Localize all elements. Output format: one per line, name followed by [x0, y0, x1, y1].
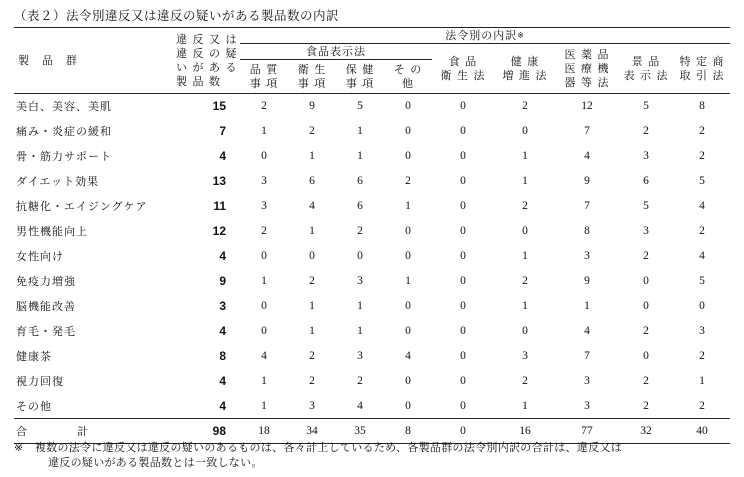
row-value: 2 [309, 350, 315, 362]
header-food-sanitation: 食 品 衛 生 法 [432, 44, 494, 94]
row-value: 3 [357, 350, 363, 362]
row-value: 1 [309, 300, 315, 312]
row-value: 1 [261, 275, 267, 287]
row-value: 3 [643, 225, 649, 237]
table-row [14, 394, 730, 419]
row-value: 4 [309, 200, 315, 212]
row-value: 1 [309, 150, 315, 162]
header-food-labeling: 食品表示法 [240, 44, 432, 60]
row-value: 0 [460, 300, 466, 312]
table-row [14, 244, 730, 269]
row-value: 6 [357, 175, 363, 187]
row-value: 0 [405, 125, 411, 137]
row-value: 0 [405, 300, 411, 312]
row-value: 8 [584, 225, 590, 237]
total-value: 8 [405, 425, 411, 437]
row-category: その他 [16, 399, 52, 413]
row-value: 1 [522, 175, 528, 187]
row-value: 6 [357, 200, 363, 212]
row-value: 5 [357, 100, 363, 113]
row-value: 1 [522, 250, 528, 262]
header-category: 製 品 群 [14, 28, 172, 94]
row-value: 1 [522, 300, 528, 312]
row-total: 4 [219, 374, 226, 388]
row-value: 0 [460, 150, 466, 162]
total-label: 合 計 [16, 425, 88, 438]
row-value: 2 [405, 175, 411, 187]
header-hygiene: 衛 生 事 項 [297, 62, 327, 90]
row-value: 0 [460, 250, 466, 262]
row-value: 3 [309, 399, 315, 412]
row-value: 3 [699, 325, 705, 337]
footnote: ※ 複数の法令に違反又は違反の疑いのあるものは、各々計上しているため、各製品群の法令別内訳の合計は、違反又は 違反の疑いがある製品数とは一致しない。 [14, 441, 622, 469]
table-row [14, 94, 730, 119]
row-value: 0 [460, 399, 466, 412]
row-value: 1 [309, 225, 315, 237]
row-value: 9 [584, 175, 590, 187]
row-value: 3 [643, 150, 649, 162]
row-value: 1 [261, 125, 267, 137]
row-value: 2 [699, 350, 705, 362]
row-value: 9 [584, 275, 590, 287]
row-value: 9 [309, 100, 315, 113]
row-value: 0 [405, 100, 411, 113]
row-category: 視力回復 [16, 375, 64, 388]
row-value: 1 [699, 375, 705, 387]
row-value: 8 [699, 100, 705, 113]
row-value: 3 [522, 350, 528, 362]
row-value: 1 [522, 150, 528, 162]
row-value: 2 [522, 275, 528, 287]
row-value: 0 [643, 300, 649, 312]
total-value: 35 [354, 425, 366, 437]
row-value: 0 [261, 250, 267, 262]
row-total: 7 [219, 124, 226, 138]
header-premiums: 景 品 表 示 法 [618, 44, 674, 94]
row-value: 0 [460, 125, 466, 137]
header-total: 違 反 又 は 違 反 の 疑 い が あ る 製 品 数 [172, 28, 240, 94]
row-value: 0 [460, 200, 466, 212]
row-category: 脳機能改善 [16, 300, 76, 313]
row-value: 4 [584, 150, 590, 162]
total-value: 34 [306, 425, 318, 437]
row-value: 0 [460, 375, 466, 387]
table-body [14, 94, 730, 444]
table-row [14, 144, 730, 169]
row-category: 痛み・炎症の緩和 [16, 125, 112, 138]
row-value: 2 [261, 100, 267, 113]
row-value: 1 [357, 150, 363, 162]
row-total: 4 [219, 249, 226, 263]
row-value: 1 [261, 375, 267, 387]
total-value: 16 [519, 425, 531, 437]
row-value: 2 [522, 100, 528, 113]
row-value: 2 [699, 225, 705, 237]
table-row [14, 344, 730, 369]
row-total: 4 [219, 149, 226, 163]
row-category: 美白、美容、美肌 [16, 100, 112, 114]
row-value: 0 [405, 375, 411, 387]
row-value: 7 [584, 125, 590, 137]
row-category: 免疫力増強 [16, 275, 76, 288]
table-row [14, 319, 730, 344]
table-row [14, 119, 730, 144]
row-value: 0 [357, 250, 363, 262]
row-value: 2 [699, 399, 705, 412]
row-value: 1 [357, 125, 363, 137]
row-value: 0 [643, 350, 649, 362]
row-category: 骨・筋力サポート [16, 150, 112, 163]
row-value: 2 [643, 325, 649, 337]
row-value: 0 [460, 350, 466, 362]
row-category: 育毛・発毛 [16, 325, 76, 338]
row-value: 2 [643, 250, 649, 262]
total-value: 0 [460, 425, 466, 437]
row-value: 4 [699, 250, 705, 262]
table-row [14, 219, 730, 244]
header-quality: 品 質 事 項 [249, 62, 279, 90]
row-value: 0 [460, 175, 466, 187]
row-total: 12 [212, 224, 226, 238]
table-title: （表２）法令別違反又は違反の疑いがある製品数の内訳 [14, 8, 340, 23]
row-value: 2 [357, 375, 363, 387]
row-value: 3 [261, 175, 267, 187]
row-value: 3 [584, 375, 590, 387]
row-value: 0 [405, 225, 411, 237]
row-value: 1 [357, 300, 363, 312]
row-value: 1 [309, 325, 315, 337]
row-value: 0 [309, 250, 315, 262]
row-value: 2 [699, 150, 705, 162]
table-row [14, 369, 730, 394]
total-value: 40 [696, 425, 708, 437]
row-value: 7 [584, 350, 590, 362]
row-value: 0 [405, 250, 411, 262]
row-total: 9 [219, 274, 226, 288]
row-value: 2 [699, 125, 705, 137]
row-value: 2 [643, 375, 649, 387]
row-value: 0 [699, 300, 705, 312]
row-value: 0 [460, 275, 466, 287]
row-value: 2 [261, 225, 267, 237]
row-value: 6 [643, 175, 649, 187]
row-total: 3 [219, 299, 226, 313]
row-value: 1 [584, 300, 590, 312]
row-value: 6 [309, 175, 315, 187]
row-value: 1 [522, 399, 528, 412]
row-total: 8 [219, 349, 226, 363]
row-value: 2 [643, 125, 649, 137]
row-value: 0 [460, 325, 466, 337]
row-value: 4 [261, 350, 267, 362]
row-value: 0 [522, 125, 528, 137]
header-pmd: 医 薬 品 医 療 機 器 等 法 [556, 44, 618, 94]
row-value: 0 [460, 100, 466, 113]
header-breakdown: 法令別の内訳※ [240, 28, 730, 44]
row-value: 1 [405, 275, 411, 287]
grand-total: 98 [212, 424, 226, 438]
row-value: 3 [261, 200, 267, 212]
row-value: 2 [643, 399, 649, 412]
row-category: 男性機能向上 [16, 225, 88, 238]
row-value: 2 [309, 375, 315, 387]
row-value: 5 [643, 100, 649, 113]
row-value: 0 [405, 399, 411, 412]
row-value: 4 [584, 325, 590, 337]
row-value: 0 [405, 325, 411, 337]
row-total: 15 [212, 99, 226, 114]
header-health-promotion: 健 康 増 進 法 [494, 44, 556, 94]
row-value: 0 [522, 225, 528, 237]
violations-table [14, 27, 730, 444]
row-value: 0 [460, 225, 466, 237]
row-total: 13 [212, 174, 226, 188]
row-total: 11 [213, 199, 226, 213]
total-value: 32 [640, 425, 652, 437]
row-value: 3 [357, 275, 363, 287]
row-value: 2 [309, 125, 315, 137]
row-category: 女性向け [16, 250, 64, 263]
total-value: 18 [258, 425, 270, 437]
row-value: 5 [699, 175, 705, 187]
row-value: 5 [699, 275, 705, 287]
table-row [14, 269, 730, 294]
row-value: 3 [584, 250, 590, 262]
row-value: 5 [643, 200, 649, 212]
row-value: 4 [699, 200, 705, 212]
row-value: 4 [405, 350, 411, 362]
row-value: 0 [261, 150, 267, 162]
row-value: 0 [405, 150, 411, 162]
total-value: 77 [581, 425, 593, 437]
table-row [14, 294, 730, 319]
row-value: 2 [357, 225, 363, 237]
row-value: 2 [522, 200, 528, 212]
header-commercial: 特 定 商 取 引 法 [674, 44, 730, 94]
row-total: 4 [219, 324, 226, 338]
table-row [14, 169, 730, 194]
row-value: 0 [261, 300, 267, 312]
row-value: 0 [261, 325, 267, 337]
header-health: 保 健 事 項 [345, 62, 375, 90]
row-value: 2 [309, 275, 315, 287]
row-value: 1 [405, 200, 411, 212]
header-other: そ の 他 [393, 62, 423, 90]
row-value: 1 [261, 399, 267, 412]
row-value: 0 [522, 325, 528, 337]
row-value: 0 [643, 275, 649, 287]
row-category: 抗糖化・エイジングケア [16, 200, 148, 213]
row-value: 1 [357, 325, 363, 337]
row-value: 7 [584, 200, 590, 212]
row-value: 3 [584, 399, 590, 412]
row-category: 健康茶 [16, 350, 52, 363]
row-total: 4 [219, 398, 226, 413]
row-value: 2 [522, 375, 528, 387]
row-value: 4 [357, 399, 363, 412]
table-row [14, 194, 730, 219]
row-value: 12 [581, 100, 593, 113]
row-category: ダイエット効果 [16, 175, 100, 188]
